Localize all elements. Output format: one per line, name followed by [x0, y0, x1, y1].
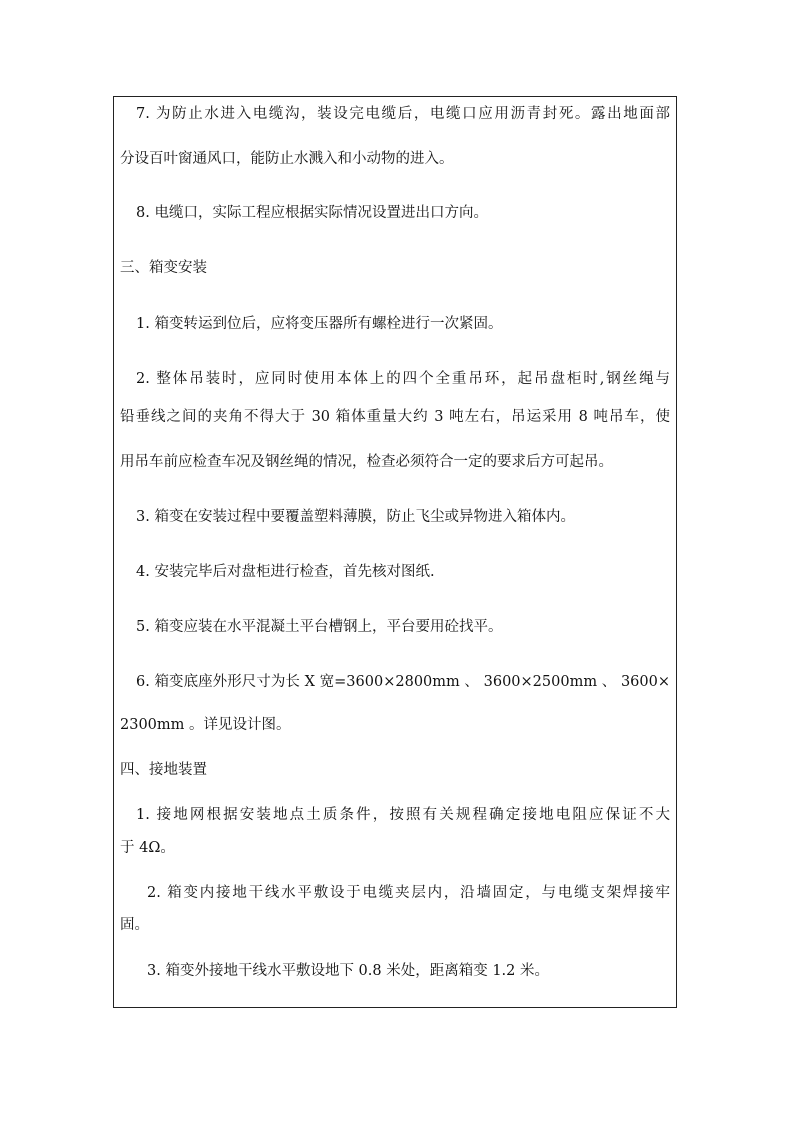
text-line: 5. 箱变应装在水平混凝土平台槽钢上，平台要用砼找平。 — [136, 619, 503, 635]
paragraph-line — [114, 507, 676, 527]
paragraph-line — [114, 883, 676, 903]
paragraph-line — [114, 104, 676, 124]
text-line: 7. 为防止水进入电缆沟，装设完电缆后，电缆口应用沥青封死。露出地面部 — [136, 106, 670, 122]
paragraph-line — [114, 314, 676, 334]
paragraph-line — [114, 149, 676, 169]
heading-text: 三、箱变安装 — [120, 260, 207, 276]
paragraph-line — [114, 617, 676, 637]
paragraph-line — [114, 369, 676, 389]
text-line: 于 4Ω。 — [120, 840, 175, 856]
text-line: 8. 电缆口，实际工程应根据实际情况设置进出口方向。 — [136, 205, 488, 221]
text-line: 4. 安装完毕后对盘柜进行检查，首先核对图纸. — [136, 564, 435, 580]
text-line: 1. 接地网根据安装地点土质条件，按照有关规程确定接地电阻应保证不大 — [136, 807, 670, 823]
text-line: 2. 整体吊装时，应同时使用本体上的四个全重吊环，起吊盘柜时,钢丝绳与 — [136, 371, 670, 387]
text-line: 2300mm 。详见设计图。 — [120, 717, 291, 733]
paragraph-line — [114, 805, 676, 825]
text-line: 用吊车前应检查车况及钢丝绳的情况，检查必须符合一定的要求后方可起吊。 — [120, 454, 613, 470]
paragraph-line — [114, 715, 676, 735]
paragraph-line — [114, 838, 676, 858]
text-line: 固。 — [120, 917, 149, 933]
document-frame — [113, 96, 677, 1008]
text-line: 铅垂线之间的夹角不得大于 30 箱体重量大约 3 吨左右，吊运采用 8 吨吊车，使 — [120, 409, 670, 425]
section-heading — [114, 760, 676, 780]
paragraph-line — [114, 961, 676, 981]
text-line: 3. 箱变外接地干线水平敷设地下 0.8 米处，距离箱变 1.2 米。 — [147, 963, 549, 979]
paragraph-line — [114, 452, 676, 472]
section-heading — [114, 258, 676, 278]
text-line: 分设百叶窗通风口，能防止水溅入和小动物的进入。 — [120, 151, 454, 167]
paragraph-line — [114, 915, 676, 935]
text-line: 1. 箱变转运到位后，应将变压器所有螺栓进行一次紧固。 — [136, 316, 503, 332]
paragraph-line — [114, 672, 676, 692]
text-line: 6. 箱变底座外形尺寸为长 X 宽=3600×2800mm 、 3600×2500mm 、 3600× — [136, 674, 670, 690]
paragraph-line — [114, 562, 676, 582]
text-line: 3. 箱变在安装过程中要覆盖塑料薄膜，防止飞尘或异物进入箱体内。 — [136, 509, 575, 525]
text-line: 2. 箱变内接地干线水平敷设于电缆夹层内，沿墙固定，与电缆支架焊接牢 — [147, 885, 670, 901]
heading-text: 四、接地装置 — [120, 762, 207, 778]
paragraph-line — [114, 203, 676, 223]
paragraph-line — [114, 407, 676, 427]
